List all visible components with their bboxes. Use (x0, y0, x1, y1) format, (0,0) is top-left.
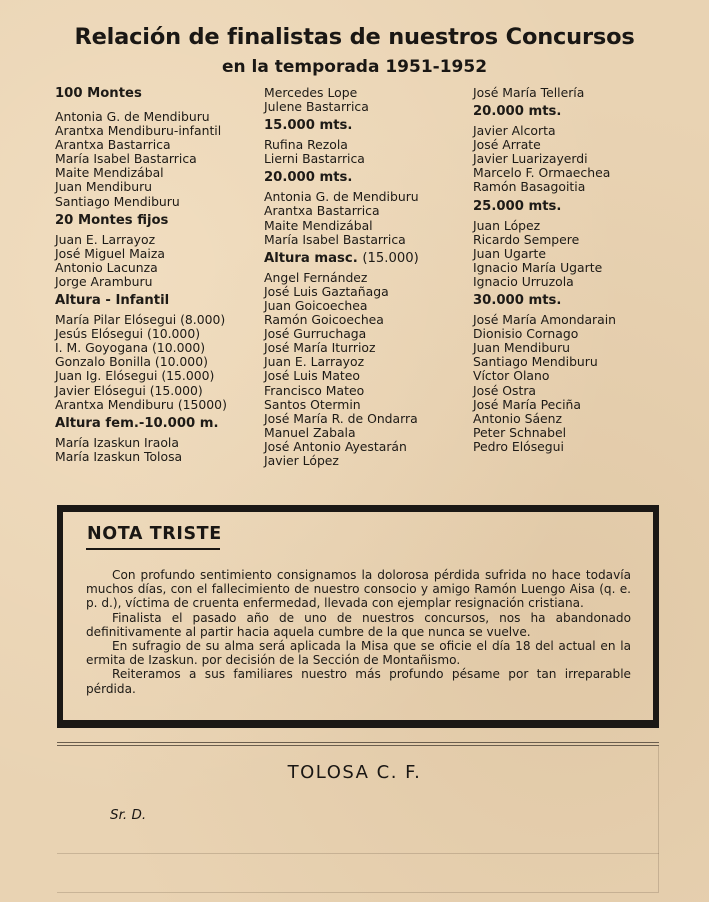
finalist-section (55, 213, 255, 289)
section-heading (264, 251, 469, 267)
nota-title: NOTA TRISTE (87, 524, 222, 544)
finalist-name: Angel Fernández (264, 269, 368, 285)
finalist-section (473, 293, 663, 454)
finalists-column-1 (55, 86, 255, 468)
finalist-name: Ignacio Urruzola (473, 273, 574, 289)
finalist-name: Maite Mendizábal (264, 217, 373, 233)
nota-paragraph: Reiteramos a sus familiares nuestro más profundo pésame por tan irreparable pérdida. (86, 667, 631, 696)
finalist-name: Jorge Aramburu (55, 273, 153, 289)
address-line (57, 892, 659, 893)
finalist-name: Mercedes Lope (264, 85, 358, 100)
finalist-name: Arantxa Mendiburu-infantil (55, 123, 222, 139)
finalist-name: Marcelo F. Ormaechea (473, 165, 611, 181)
finalist-name: Antonia G. de Mendiburu (264, 189, 419, 205)
finalist-section (473, 104, 663, 194)
finalist-name: Santos Otermin (264, 396, 361, 412)
finalist-name: Manuel Zabala (264, 424, 356, 440)
finalist-name: Jesús Elósegui (10.000) (55, 326, 201, 342)
finalist-section (55, 86, 255, 209)
finalist-name: Ricardo Sempere (473, 231, 580, 247)
finalist-name: José María Iturrioz (264, 340, 376, 356)
finalist-name: Javier Elósegui (15.000) (55, 382, 203, 398)
finalist-name: María Izaskun Tolosa (55, 448, 183, 464)
section-heading (55, 86, 255, 102)
finalist-name: José Antonio Ayestarán (264, 438, 407, 454)
finalist-name: José María Amondarain (473, 312, 617, 328)
finalist-name: Ramón Basagoitia (473, 179, 586, 195)
finalist-name: Gonzalo Bonilla (10.000) (55, 354, 208, 370)
finalist-name: José María Peciña (473, 396, 581, 412)
section-heading-text: 20.000 mts. (264, 170, 353, 186)
finalist-name: Juan López (473, 217, 541, 233)
finalist-name: I. M. Goyogana (10.000) (55, 340, 206, 356)
finalist-name: José Gurruchaga (264, 326, 367, 342)
finalist-name: José Miguel Maiza (55, 245, 165, 261)
finalist-section (55, 293, 255, 412)
section-heading (264, 170, 469, 186)
finalist-name: Juan E. Larrayoz (55, 231, 156, 247)
finalists-column-2 (264, 86, 469, 472)
finalist-name: José María R. de Ondarra (264, 410, 418, 426)
finalist-name: José Ostra (473, 382, 537, 398)
finalist-name: Dionisio Cornago (473, 326, 579, 342)
finalist-name: Javier Alcorta (473, 123, 556, 139)
finalist-name: María Isabel Bastarrica (55, 151, 197, 167)
finalist-name: José María Tellería (473, 85, 585, 100)
section-heading-text: 20 Montes fijos (55, 212, 169, 228)
finalist-name: Javier Luarizayerdi (473, 151, 588, 167)
finalist-name: María Isabel Bastarrica (264, 231, 406, 247)
finalist-name: Antonio Lacunza (55, 259, 158, 275)
finalist-name: Juan Goicoechea (264, 297, 368, 313)
finalist-name: Juan Mendiburu (55, 179, 153, 195)
section-heading-text: Altura - Infantil (55, 293, 170, 309)
finalist-name: Ramón Goicoechea (264, 312, 384, 328)
section-heading-text: 15.000 mts. (264, 118, 353, 134)
finalists-column-3 (473, 86, 663, 458)
nota-body (86, 568, 631, 696)
finalist-name: Francisco Mateo (264, 382, 365, 398)
finalist-section (473, 199, 663, 289)
club-name: TOLOSA C. F. (287, 762, 422, 783)
finalist-name: María Izaskun Iraola (55, 434, 179, 450)
page-subtitle: en la temporada 1951-1952 (221, 57, 488, 77)
section-heading-note: (15.000) (362, 250, 419, 266)
finalist-section (264, 170, 469, 246)
nota-paragraph: Finalista el pasado año de uno de nuestros concursos, nos ha abandonado definitivamente al partir hacia aquela cumbre de la que nunca se vuelve. (86, 610, 631, 639)
finalist-name: Peter Schnabel (473, 424, 567, 440)
finalist-section (55, 416, 255, 464)
finalist-section (264, 118, 469, 166)
finalist-name: Santiago Mendiburu (55, 193, 180, 209)
finalist-name: Ignacio María Ugarte (473, 259, 603, 275)
finalist-section (264, 86, 469, 114)
section-heading-text: 30.000 mts. (473, 293, 562, 309)
section-heading (55, 213, 255, 229)
finalist-name: María Pilar Elósegui (8.000) (55, 312, 226, 328)
section-heading-text: 100 Montes (55, 86, 142, 101)
divider-line (57, 745, 659, 746)
nota-paragraph: Con profundo sentimiento consignamos la dolorosa pérdida sufrida no hace todavía muchos días, con el fallecimiento de nuestro consocio y amigo Ramón Luengo Aisa (q. e. p. d.), víctima de cruenta enfermedad, llevada con ejemplar resignación cristiana. (86, 568, 631, 611)
finalist-section (473, 86, 663, 100)
finalist-name: Rufina Rezola (264, 137, 348, 153)
section-heading (473, 293, 663, 309)
finalist-name: Víctor Olano (473, 368, 550, 384)
addressee-label: Sr. D. (110, 807, 147, 823)
finalist-name: Arantxa Bastarrica (264, 203, 380, 219)
finalist-name: Antonio Sáenz (473, 410, 563, 426)
finalist-section (264, 251, 469, 468)
finalist-name: José Arrate (473, 137, 541, 153)
page-title: Relación de finalistas de nuestros Concursos (74, 24, 635, 50)
section-heading (264, 118, 469, 134)
finalist-name: Pedro Elósegui (473, 438, 564, 454)
finalist-name: José Luis Gaztañaga (264, 283, 389, 299)
section-heading (55, 416, 255, 432)
section-heading-text: Altura fem.-10.000 m. (55, 415, 219, 431)
section-heading (473, 104, 663, 120)
finalist-name: Arantxa Bastarrica (55, 137, 171, 153)
finalist-name: Julene Bastarrica (264, 99, 369, 115)
finalist-name: Santiago Mendiburu (473, 354, 598, 370)
section-heading (473, 199, 663, 215)
nota-paragraph: En sufragio de su alma será aplicada la Misa que se oficie el día 18 del actual en la ermita de Izaskun. por decisión de la Sección de Montañismo. (86, 639, 631, 668)
finalist-name: José Luis Mateo (264, 368, 360, 384)
nota-title-underline (86, 548, 220, 550)
divider-line (57, 742, 659, 743)
finalist-name: Juan Mendiburu (473, 340, 571, 356)
finalist-name: Lierni Bastarrica (264, 151, 365, 167)
finalist-name: Javier López (264, 452, 339, 468)
address-box-edge (658, 746, 659, 892)
section-heading (55, 293, 255, 309)
section-heading-text: 25.000 mts. (473, 198, 562, 214)
finalist-name: Juan Ugarte (473, 245, 546, 261)
section-heading-text: 20.000 mts. (473, 104, 562, 120)
finalist-name: Arantxa Mendiburu (15000) (55, 396, 227, 412)
finalist-name: Maite Mendizábal (55, 165, 164, 181)
finalist-name: Antonia G. de Mendiburu (55, 109, 210, 124)
finalist-name: Juan Ig. Elósegui (15.000) (55, 368, 215, 384)
finalist-name: Juan E. Larrayoz (264, 354, 365, 370)
address-line (57, 853, 659, 854)
section-heading-text: Altura masc. (264, 250, 358, 266)
